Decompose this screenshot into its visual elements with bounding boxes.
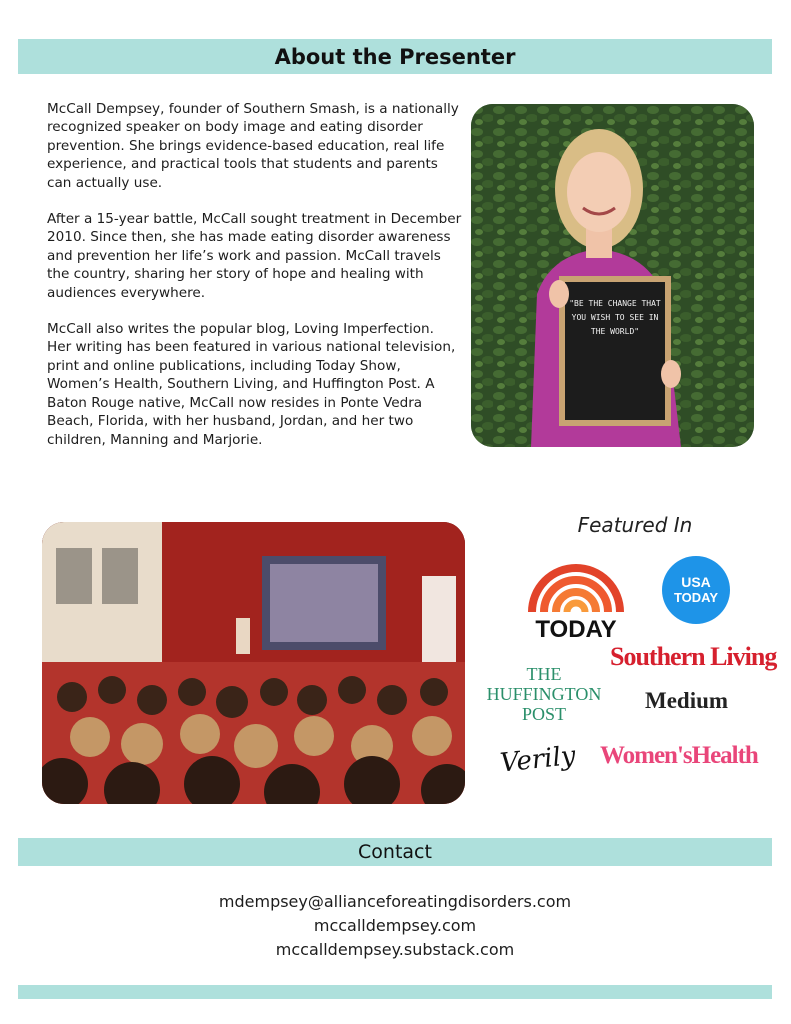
today-logo	[524, 560, 628, 640]
medium-logo: Medium	[645, 688, 729, 713]
presenter-portrait-photo	[471, 104, 754, 447]
huffington-post-logo	[474, 664, 614, 724]
usa-today-line-2: TODAY	[673, 590, 719, 605]
verily-logo: Verily	[498, 740, 577, 779]
huffington-line-3: POST	[521, 704, 566, 724]
portrait-illustration	[471, 104, 754, 447]
bio-paragraph-2: After a 15-year battle, McCall sought treatment in December 2010. Since then, she has made eating disorder awareness and prevention her life’s work and passion. McCall travels the country, sharing her story of hope and healing with audiences everywhere.	[47, 211, 462, 301]
audience-photo	[42, 522, 465, 804]
southern-living-logo: Southern Living	[610, 642, 777, 671]
contact-substack-link[interactable]: mccalldempsey.substack.com	[275, 940, 515, 959]
huffington-line-2: HUFFINGTON	[486, 684, 602, 704]
featured-in-title: Featured In	[577, 513, 693, 537]
huffington-line-1: THE	[526, 664, 562, 684]
footer-band	[18, 985, 772, 999]
usa-today-logo	[660, 554, 732, 626]
contact-website-link[interactable]: mccalldempsey.com	[313, 916, 477, 935]
sign-line-3: THE WORLD"	[590, 327, 640, 336]
usa-today-line-1: USA	[681, 574, 711, 590]
contact-title: Contact	[358, 841, 432, 863]
today-rainbow-icon	[524, 560, 628, 640]
contact-details	[18, 890, 772, 962]
sign-line-2: YOU WISH TO SEE IN	[571, 313, 659, 322]
bio-paragraph-1: McCall Dempsey, founder of Southern Smash, is a nationally recognized speaker on body image and eating disorder prevention. She brings evidence-based education, real life experience, and practical tools that students and parents can actually use.	[47, 101, 459, 191]
page-title: About the Presenter	[274, 44, 516, 69]
usa-today-circle-icon	[660, 554, 732, 626]
bio-text	[47, 100, 462, 467]
audience-illustration	[42, 522, 465, 804]
womens-health-logo: Women'sHealth	[600, 742, 758, 769]
bio-paragraph-3: McCall also writes the popular blog, Loving Imperfection. Her writing has been featured in various national television, print and online publications, including Today Show, Women’s Health, Southern Living, and Huffington Post. A Baton Rouge native, McCall now resides in Ponte Vedra Beach, Florida, with her husband, Jordan, and her two children, Manning and Marjorie.	[47, 321, 456, 448]
sign-line-1: "BE THE CHANGE THAT	[569, 299, 661, 308]
header-band	[18, 39, 772, 74]
contact-email-link[interactable]: mdempsey@allianceforeatingdisorders.com	[218, 892, 572, 911]
contact-band	[18, 838, 772, 866]
today-wordmark: TODAY	[535, 616, 617, 640]
